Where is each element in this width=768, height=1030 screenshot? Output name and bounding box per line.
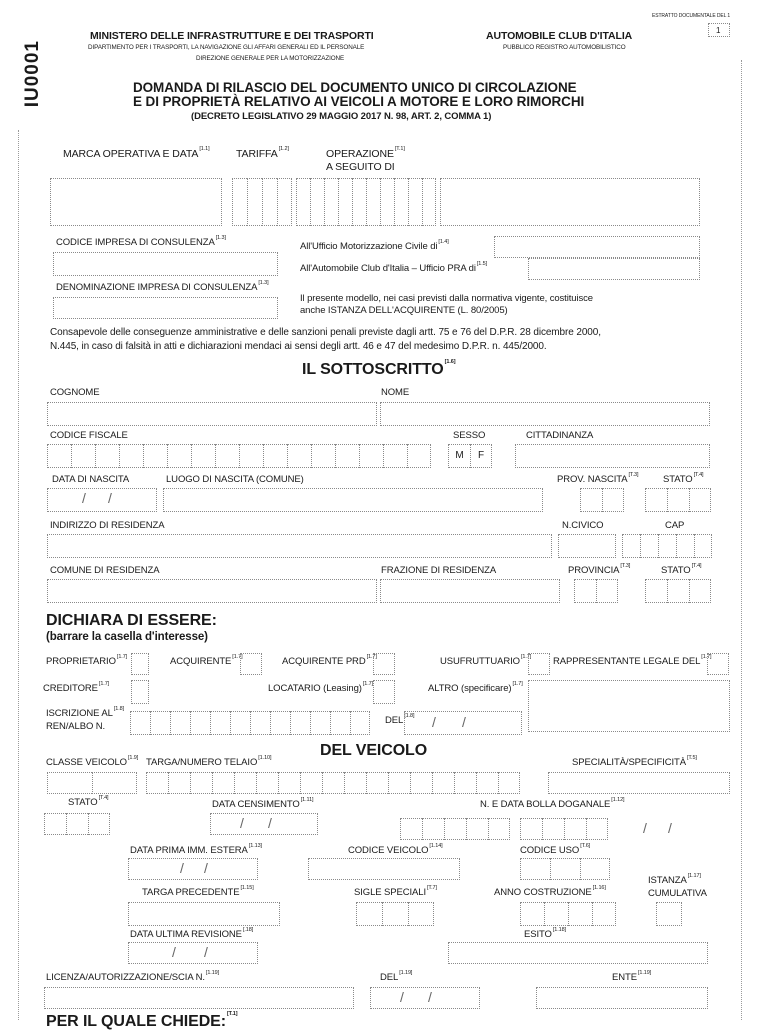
codice-uso-label: CODICE USO[T.6]	[520, 843, 591, 856]
istanza-line1: Il presente modello, nei casi previsti dalla normativa vigente, costituisce	[300, 293, 593, 304]
ncivico-label: N.CIVICO	[562, 520, 604, 531]
sesso-m-option[interactable]: M	[448, 444, 470, 468]
frame-right	[741, 60, 742, 1020]
stato2-label: STATO[T.4]	[661, 563, 702, 576]
ufficio-motorizzazione-label: All'Ufficio Motorizzazione Civile di[1.4]	[300, 239, 449, 252]
operazione-field[interactable]	[296, 178, 436, 226]
cittadinanza-label: CITTADINANZA	[526, 430, 594, 441]
page-number-box	[708, 23, 730, 37]
altro-field[interactable]	[528, 680, 730, 732]
date-separator: /	[204, 860, 208, 876]
licenza-label: LICENZA/AUTORIZZAZIONE/SCIA N.[1.19]	[46, 970, 220, 983]
pra-text: PUBBLICO REGISTRO AUTOMOBILISTICO	[503, 44, 626, 51]
marca-label: MARCA OPERATIVA E DATA[1.1]	[63, 146, 210, 160]
codice-impresa-label: CODICE IMPRESA DI CONSULENZA[1.3]	[56, 235, 226, 248]
acquirente-prd-checkbox[interactable]	[373, 653, 395, 675]
targa-precedente-label: TARGA PRECEDENTE[1.15]	[142, 885, 254, 898]
ncivico-field[interactable]	[558, 534, 616, 558]
prov-nascita-label: PROV. NASCITA[T.3]	[557, 472, 639, 485]
nome-field[interactable]	[380, 402, 710, 426]
classe-label: CLASSE VEICOLO[1.9]	[46, 755, 139, 768]
del-veicolo-field[interactable]	[370, 987, 480, 1009]
ufficio-motorizzazione-field[interactable]	[494, 236, 700, 258]
data-prima-label: DATA PRIMA IMM. ESTERA[1.13]	[130, 843, 262, 856]
indirizzo-label: INDIRIZZO DI RESIDENZA	[50, 520, 165, 531]
del-label: DEL[1.8]	[385, 713, 415, 726]
istanza-line2: anche ISTANZA DELL'ACQUIRENTE (L. 80/2005)	[300, 305, 508, 316]
department-text: DIPARTIMENTO PER I TRASPORTI, LA NAVIGAZIONE GLI AFFARI GENERALI ED IL PERSONALE	[88, 44, 365, 51]
tariffa-field[interactable]	[232, 178, 292, 226]
form-code: IU0001	[22, 40, 43, 108]
form-title-line1: DOMANDA DI RILASCIO DEL DOCUMENTO UNICO DI CIRCOLAZIONE	[133, 80, 577, 95]
iscrizione-label-2: REN/ALBO N.	[46, 721, 106, 732]
date-separator: /	[108, 490, 112, 506]
data-revisione-label: DATA ULTIMA REVISIONE[.18]	[130, 927, 254, 940]
cittadinanza-field[interactable]	[515, 444, 710, 468]
usufruttuario-label: USUFRUTTUARIO[1.7]	[440, 654, 532, 667]
veicolo-heading: DEL VEICOLO	[320, 742, 428, 759]
locatario-label: LOCATARIO (Leasing)[1.7]	[268, 681, 374, 694]
stato2-field[interactable]	[645, 579, 711, 603]
classe-field[interactable]	[47, 772, 137, 794]
stato-label: STATO[T.4]	[663, 472, 704, 485]
disclaimer-line2: N.445, in caso di falsità in atti e dichiarazioni mendaci ai sensi degli artt. 46 e 47 del medesimo D.P.R. n. 445/2000.	[50, 341, 547, 352]
specialita-field[interactable]	[548, 772, 730, 794]
ufficio-pra-label: All'Automobile Club d'Italia – Ufficio PRA di[1.5]	[300, 261, 488, 274]
acquirente-checkbox[interactable]	[240, 653, 262, 675]
date-separator: /	[432, 714, 436, 730]
sesso-label: SESSO	[453, 430, 486, 441]
istanza-cumulativa-label: ISTANZA[1.17]	[648, 873, 701, 886]
cognome-label: COGNOME	[50, 387, 100, 398]
form-title-line2: E DI PROPRIETÀ RELATIVO AI VEICOLI A MOTORE E LORO RIMORCHI	[133, 94, 585, 109]
marca-field[interactable]	[50, 178, 222, 226]
sigle-field[interactable]	[356, 902, 434, 926]
usufruttuario-checkbox[interactable]	[528, 653, 550, 675]
iscrizione-field[interactable]	[130, 711, 370, 735]
codice-impresa-field[interactable]	[53, 252, 278, 276]
nome-label: NOME	[381, 387, 410, 398]
operazione-label-2: A SEGUITO DI	[326, 161, 395, 173]
comune-label: COMUNE DI RESIDENZA	[50, 565, 160, 576]
anno-label: ANNO COSTRUZIONE[1.16]	[494, 885, 606, 898]
luogo-nascita-field[interactable]	[163, 488, 543, 512]
sesso-f-option[interactable]: F	[470, 444, 492, 468]
denominazione-label: DENOMINAZIONE IMPRESA DI CONSULENZA[1.3]	[56, 280, 269, 293]
ufficio-pra-field[interactable]	[528, 258, 700, 280]
proprietario-label: PROPRIETARIO[1.7]	[46, 654, 128, 667]
codice-uso-field[interactable]	[520, 858, 610, 880]
targa-precedente-field[interactable]	[128, 902, 280, 926]
iscrizione-label: ISCRIZIONE AL[1.8]	[46, 706, 125, 719]
cap-field[interactable]	[622, 534, 712, 558]
esito-field[interactable]	[448, 942, 708, 964]
date-separator: /	[462, 714, 466, 730]
date-separator: /	[428, 989, 432, 1005]
cap-label: CAP	[665, 520, 685, 531]
licenza-field[interactable]	[44, 987, 354, 1009]
luogo-nascita-label: LUOGO DI NASCITA (COMUNE)	[166, 474, 304, 485]
page-number: 1	[716, 26, 721, 35]
rappresentante-checkbox[interactable]	[707, 653, 729, 675]
date-separator: /	[82, 490, 86, 506]
date-separator: /	[400, 989, 404, 1005]
acquirente-label: ACQUIRENTE[1.7]	[170, 654, 243, 667]
denominazione-field[interactable]	[53, 297, 278, 319]
sottoscritto-heading: IL SOTTOSCRITTO[1.6]	[302, 359, 456, 378]
data-revisione-field[interactable]	[128, 942, 258, 964]
date-separator: /	[240, 815, 244, 831]
dichiara-heading: DICHIARA DI ESSERE:	[46, 612, 217, 629]
creditore-label: CREDITORE[1.7]	[43, 681, 110, 694]
ente-field[interactable]	[536, 987, 708, 1009]
bolla-label: N. E DATA BOLLA DOGANALE[1.12]	[480, 797, 625, 810]
cognome-field[interactable]	[47, 402, 377, 426]
footer-heading: PER IL QUALE CHIEDE:[T.1]	[46, 1011, 238, 1030]
acquirente-prd-label: ACQUIRENTE PRD[1.7]	[282, 654, 377, 667]
istanza-cumulativa-label-2: CUMULATIVA	[648, 888, 707, 899]
date-separator: /	[180, 860, 184, 876]
date-separator: /	[268, 815, 272, 831]
proprietario-checkbox[interactable]	[131, 653, 149, 675]
date-separator: /	[172, 944, 176, 960]
comune-field[interactable]	[47, 579, 377, 603]
altro-label: ALTRO (specificare)[1.7]	[428, 681, 523, 694]
frazione-field[interactable]	[380, 579, 560, 603]
provincia-label: PROVINCIA[T.3]	[568, 563, 631, 576]
anno-field[interactable]	[520, 902, 616, 926]
codice-veicolo-label: CODICE VEICOLO[1.14]	[348, 843, 443, 856]
disclaimer-line1: Consapevole delle conseguenze amministrative e delle sanzioni penali previste dagli artt. 75 e 76 del D.P.R. 28 dicembre 2000,	[50, 327, 601, 338]
creditore-checkbox[interactable]	[131, 680, 149, 704]
operazione-label: OPERAZIONE[T.1]	[326, 146, 405, 160]
frazione-label: FRAZIONE DI RESIDENZA	[381, 565, 497, 576]
data-censimento-field[interactable]	[210, 813, 318, 835]
data-nascita-field[interactable]	[47, 488, 157, 512]
codice-veicolo-field[interactable]	[308, 858, 460, 880]
tariffa-label: TARIFFA[1.2]	[236, 146, 289, 160]
data-nascita-label: DATA DI NASCITA	[52, 474, 130, 485]
ente-label: ENTE[1.19]	[612, 970, 652, 983]
form-title-line3: (DECRETO LEGISLATIVO 29 MAGGIO 2017 N. 98, ART. 2, COMMA 1)	[191, 111, 492, 122]
stato-veicolo-field[interactable]	[44, 813, 110, 835]
date-separator: /	[668, 820, 672, 836]
stato-veicolo-label: STATO[T.4]	[68, 795, 109, 808]
top-right-code: ESTRATTO DOCUMENTALE DEL 1	[652, 13, 731, 19]
notes-field[interactable]	[440, 178, 700, 226]
targa-field[interactable]	[146, 772, 520, 794]
rappresentante-label: RAPPRESENTANTE LEGALE DEL[1.7]	[553, 654, 712, 667]
targa-label: TARGA/NUMERO TELAIO[1.10]	[146, 755, 272, 768]
codice-fiscale-label: CODICE FISCALE	[50, 430, 128, 441]
locatario-checkbox[interactable]	[373, 680, 395, 704]
esito-label: ESITO[1.18]	[524, 927, 567, 940]
provincia-field[interactable]	[574, 579, 618, 603]
specialita-label: SPECIALITÀ/SPECIFICITÀ[T.5]	[572, 755, 697, 768]
del-veicolo-label: DEL[1.19]	[380, 970, 413, 983]
codice-fiscale-field[interactable]	[47, 444, 431, 468]
data-prima-field[interactable]	[128, 858, 258, 880]
indirizzo-field[interactable]	[47, 534, 552, 558]
date-separator: /	[643, 820, 647, 836]
direction-text: DIREZIONE GENERALE PER LA MOTORIZZAZIONE	[196, 55, 345, 62]
data-censimento-label: DATA CENSIMENTO[1.11]	[212, 797, 314, 810]
frame-left	[18, 130, 19, 1020]
prov-nascita-field[interactable]	[580, 488, 624, 512]
ministry-title: MINISTERO DELLE INFRASTRUTTURE E DEI TRASPORTI	[90, 30, 374, 42]
sesso-field[interactable]	[448, 444, 492, 468]
sigle-label: SIGLE SPECIALI[T.7]	[354, 885, 437, 898]
dichiara-subheading: (barrare la casella d'interesse)	[46, 631, 208, 643]
aci-title: AUTOMOBILE CLUB D'ITALIA	[486, 30, 633, 42]
istanza-cumulativa-checkbox[interactable]	[656, 902, 682, 926]
date-separator: /	[204, 944, 208, 960]
bolla-numero-field[interactable]	[400, 818, 510, 840]
stato-field[interactable]	[645, 488, 711, 512]
bolla-data-field[interactable]	[520, 818, 608, 840]
